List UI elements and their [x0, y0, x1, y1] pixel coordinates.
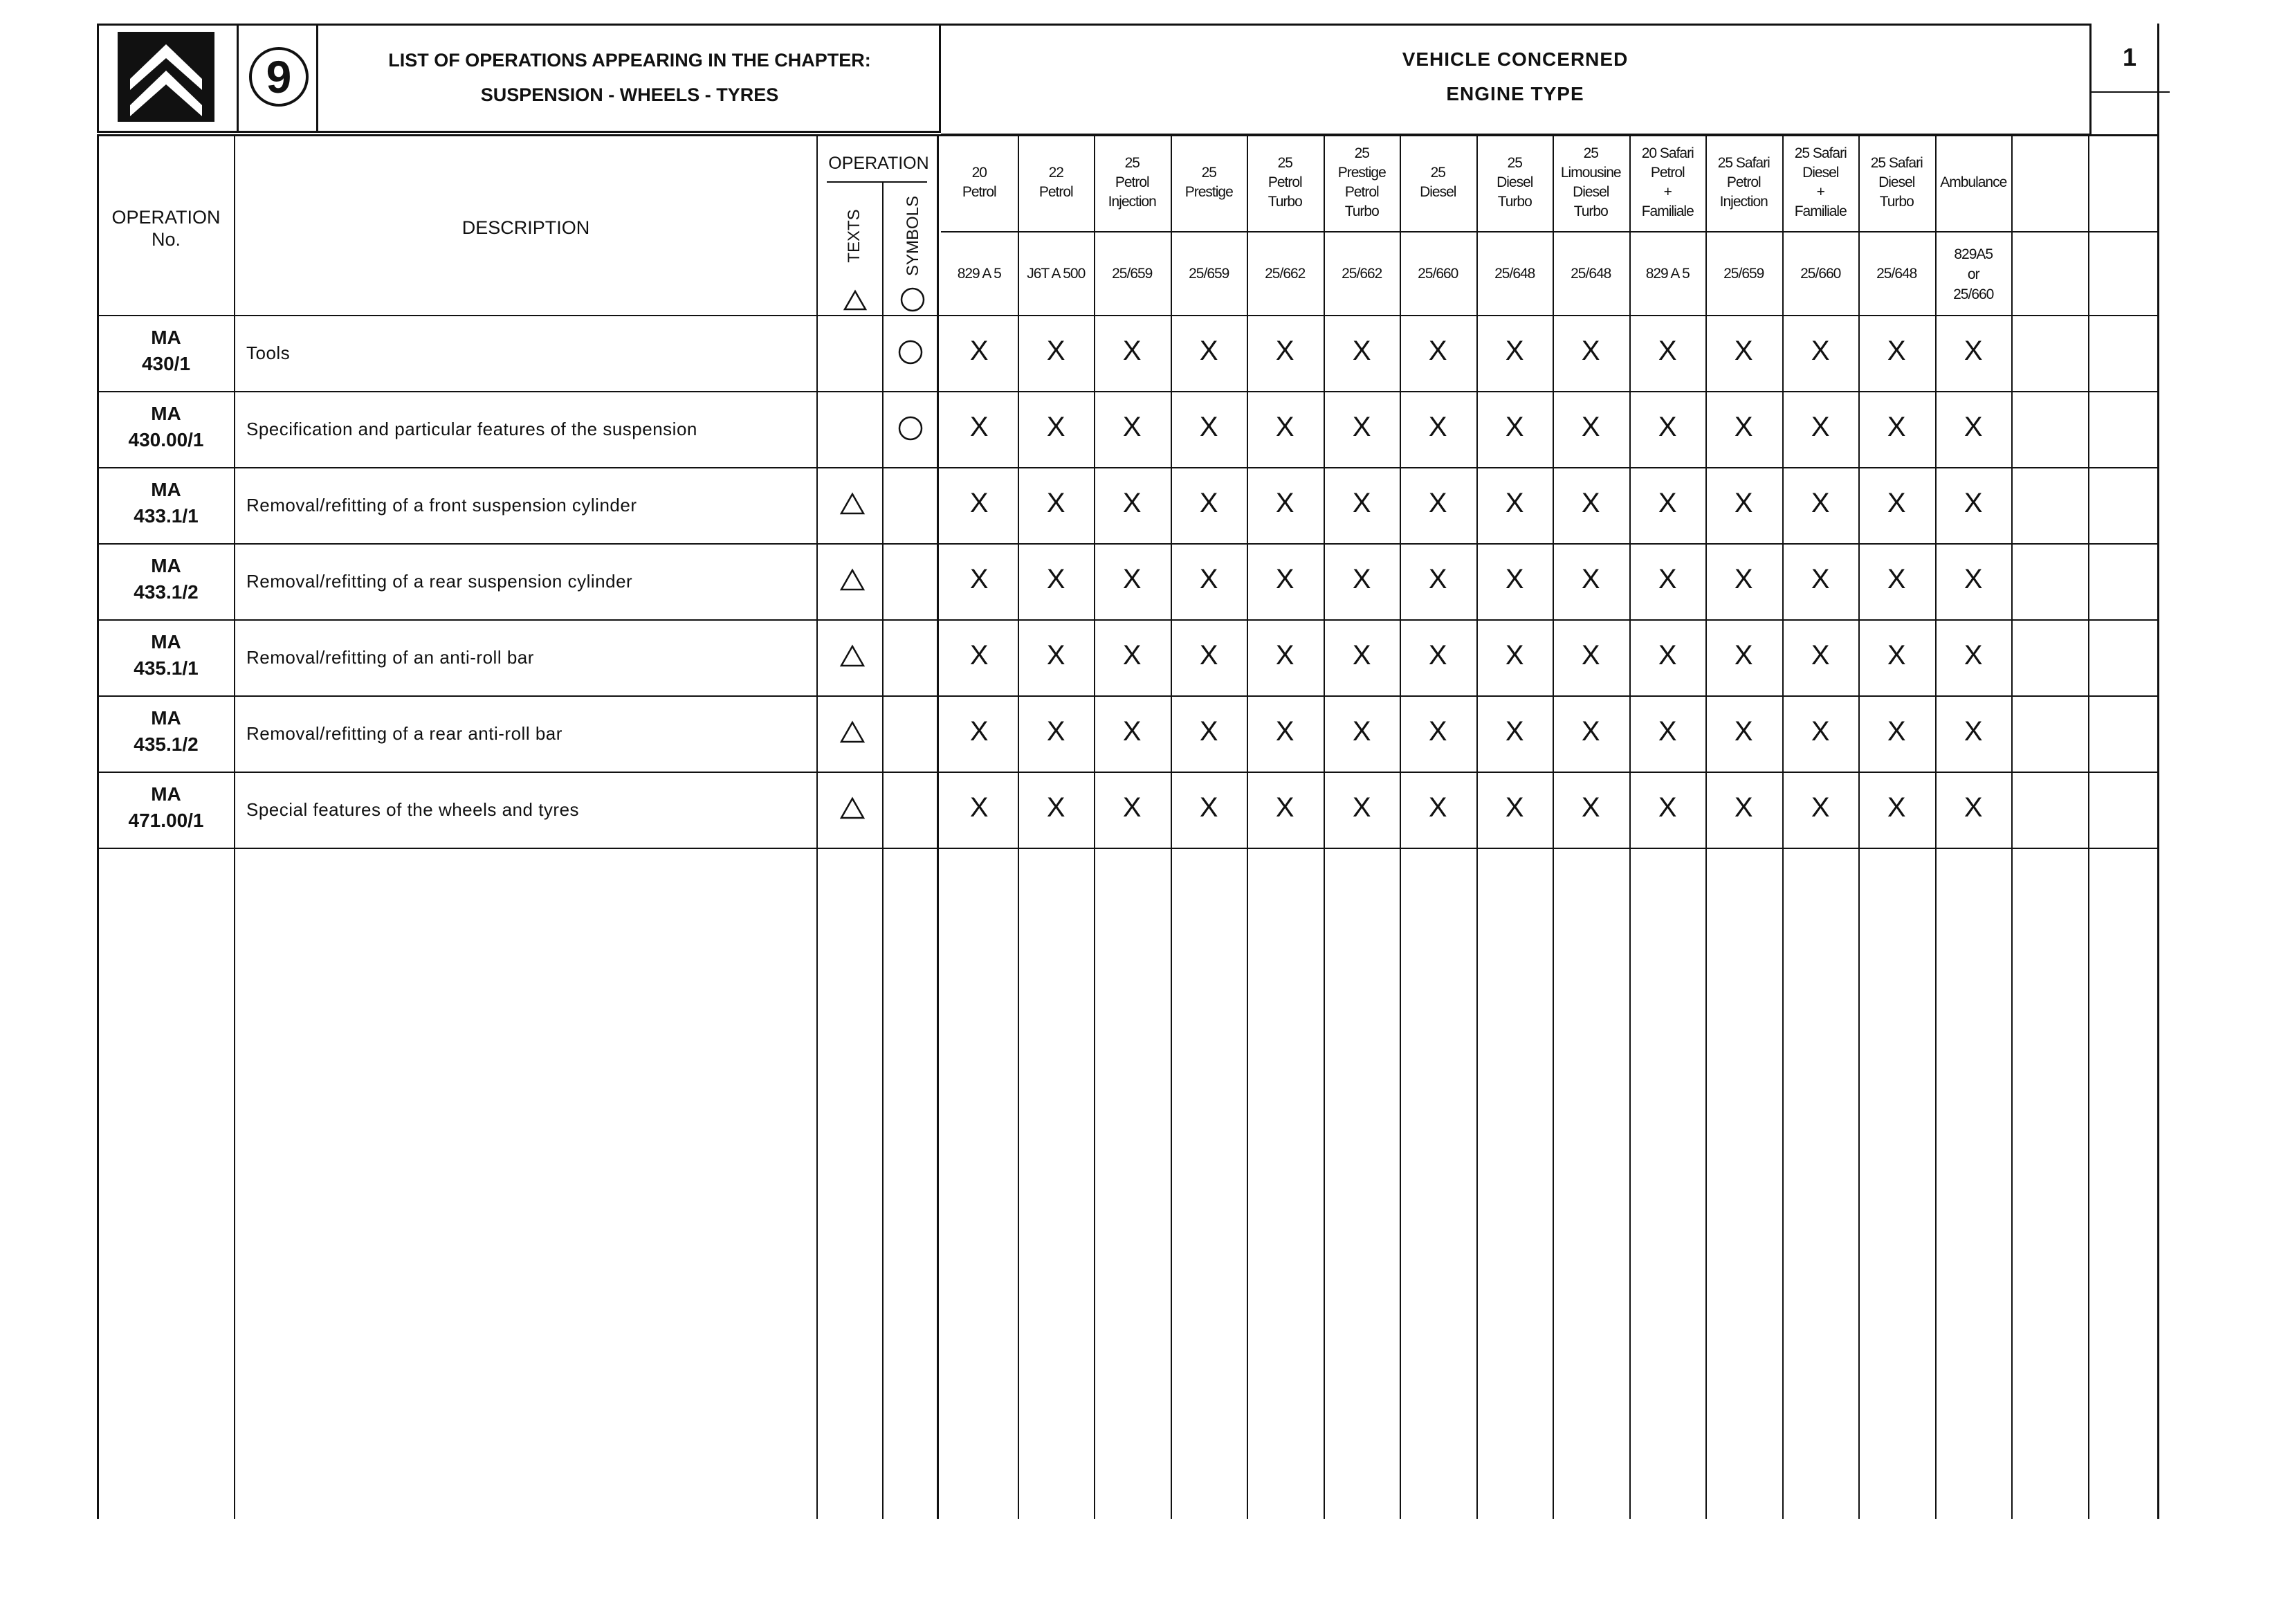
header-bottom-line — [97, 134, 2159, 136]
applicability-mark: X — [1811, 336, 1830, 366]
applicability-mark: X — [1199, 488, 1218, 518]
vehicle-box — [941, 24, 2092, 136]
applicability-mark: X — [1964, 792, 1983, 823]
applicability-mark: X — [1964, 412, 1983, 442]
applicability-mark: X — [1505, 564, 1524, 594]
applicability-mark: X — [1199, 564, 1218, 594]
operation-description: Specification and particular features of the suspension — [246, 419, 697, 439]
row-line — [97, 543, 2159, 545]
col-line-vehicles — [937, 134, 939, 1519]
applicability-mark: X — [1352, 792, 1371, 823]
applicability-mark: X — [1887, 412, 1906, 442]
engine-type: 25/659 — [1189, 266, 1229, 282]
engine-type: 25/648 — [1494, 266, 1535, 282]
page-number: 1 — [2122, 43, 2137, 71]
applicability-mark: X — [1122, 336, 1142, 366]
applicability-mark: X — [1658, 640, 1677, 670]
applicability-mark: X — [1811, 792, 1830, 823]
applicability-mark: X — [1734, 564, 1753, 594]
engine-type-title: ENGINE TYPE — [1446, 83, 1584, 104]
applicability-mark: X — [1199, 792, 1218, 823]
applicability-mark: X — [1811, 640, 1830, 670]
applicability-mark: X — [1122, 564, 1142, 594]
applicability-mark: X — [1505, 488, 1524, 518]
row-line — [97, 467, 2159, 468]
operation-description: Tools — [246, 343, 291, 363]
applicability-mark: X — [1428, 412, 1447, 442]
operation-no-header: OPERATION No. — [111, 207, 221, 250]
vehicle-name: 25 Diesel Turbo — [1497, 155, 1533, 210]
triangle-text-icon — [839, 795, 866, 823]
applicability-mark: X — [1199, 412, 1218, 442]
engine-type: 25/648 — [1571, 266, 1611, 282]
operation-description: Special features of the wheels and tyres — [246, 799, 580, 820]
row-line — [97, 391, 2159, 392]
applicability-mark: X — [1046, 716, 1065, 747]
symbols-circle-icon — [899, 286, 926, 313]
symbols-header — [889, 188, 937, 285]
applicability-mark: X — [1352, 716, 1371, 747]
applicability-mark: X — [1122, 792, 1142, 823]
chapter-number: 9 — [266, 51, 292, 102]
applicability-mark: X — [1581, 792, 1600, 823]
engine-type: 829A5 or 25/660 — [1953, 246, 1994, 302]
vehicle-name: 20 Petrol — [962, 165, 996, 200]
texts-header — [830, 188, 879, 285]
applicability-mark: X — [1352, 640, 1371, 670]
triangle-text-icon — [839, 491, 866, 518]
row-line — [97, 315, 2159, 316]
operation-code: MA 435.1/2 — [134, 707, 199, 755]
vehicle-name: Ambulance — [1940, 174, 2007, 190]
applicability-mark: X — [969, 488, 989, 518]
operation-code: MA 433.1/1 — [134, 479, 199, 527]
applicability-mark: X — [1734, 336, 1753, 366]
applicability-mark: X — [1658, 716, 1677, 747]
applicability-mark: X — [1046, 336, 1065, 366]
applicability-mark: X — [1734, 716, 1753, 747]
circle-symbol-icon — [897, 338, 924, 366]
applicability-mark: X — [1505, 716, 1524, 747]
operation-code: MA 435.1/1 — [134, 631, 199, 679]
applicability-mark: X — [1352, 564, 1371, 594]
applicability-mark: X — [1581, 336, 1600, 366]
engine-type: 829 A 5 — [1645, 266, 1690, 282]
logo-icon — [118, 32, 214, 122]
row-line — [97, 848, 2159, 849]
applicability-mark: X — [1122, 412, 1142, 442]
operation-description: Removal/refitting of a rear anti-roll bar — [246, 723, 562, 744]
applicability-mark: X — [1046, 488, 1065, 518]
applicability-mark: X — [1275, 716, 1294, 747]
vehicle-name: 25 Petrol Turbo — [1267, 155, 1302, 210]
applicability-mark: X — [1658, 336, 1677, 366]
applicability-mark: X — [969, 564, 989, 594]
texts-header-label: TEXTS — [845, 209, 863, 263]
applicability-mark: X — [1734, 792, 1753, 823]
applicability-mark: X — [1505, 792, 1524, 823]
applicability-mark: X — [1275, 488, 1294, 518]
symbols-header-label: SYMBOLS — [904, 195, 922, 277]
vehicle-name: 25 Petrol Injection — [1108, 155, 1156, 210]
description-header: DESCRIPTION — [461, 217, 590, 238]
applicability-mark: X — [1275, 412, 1294, 442]
applicability-mark: X — [1428, 336, 1447, 366]
texts-triangle-icon — [843, 289, 868, 311]
applicability-mark: X — [1811, 716, 1830, 747]
applicability-mark: X — [1811, 412, 1830, 442]
list-title-line2: SUSPENSION - WHEELS - TYRES — [480, 84, 779, 105]
applicability-mark: X — [1964, 336, 1983, 366]
applicability-mark: X — [1581, 412, 1600, 442]
operation-sub-line — [827, 181, 927, 183]
applicability-mark: X — [969, 792, 989, 823]
engine-type: 829 A 5 — [957, 266, 1001, 282]
vehicle-name: 22 Petrol — [1038, 165, 1073, 200]
applicability-mark: X — [1887, 716, 1906, 747]
operation-code: MA 430/1 — [141, 327, 191, 374]
circle-symbol-icon — [897, 414, 924, 442]
applicability-mark: X — [1046, 412, 1065, 442]
applicability-mark: X — [1887, 640, 1906, 670]
applicability-mark: X — [1428, 792, 1447, 823]
applicability-mark: X — [1428, 564, 1447, 594]
vehicle-name: 25 Safari Diesel + Familiale — [1794, 145, 1847, 219]
applicability-mark: X — [1811, 488, 1830, 518]
engine-type: 25/662 — [1265, 266, 1306, 282]
applicability-mark: X — [1581, 488, 1600, 518]
applicability-mark: X — [1122, 716, 1142, 747]
operation-description: Removal/refitting of a rear suspension cylinder — [246, 571, 633, 592]
applicability-mark: X — [969, 716, 989, 747]
engine-type: J6T A 500 — [1027, 266, 1086, 282]
applicability-mark: X — [1581, 564, 1600, 594]
applicability-mark: X — [1428, 640, 1447, 670]
operation-code: MA 430.00/1 — [128, 403, 204, 450]
applicability-mark: X — [1199, 716, 1218, 747]
applicability-mark: X — [1658, 488, 1677, 518]
row-line — [97, 619, 2159, 621]
engine-type: 25/662 — [1342, 266, 1382, 282]
applicability-mark: X — [1199, 640, 1218, 670]
applicability-mark: X — [1658, 564, 1677, 594]
applicability-mark: X — [1581, 640, 1600, 670]
applicability-mark: X — [1505, 640, 1524, 670]
vehicle-name: 25 Limousine Diesel Turbo — [1560, 145, 1621, 219]
applicability-mark: X — [969, 640, 989, 670]
operation-code: MA 433.1/2 — [134, 555, 199, 603]
engine-type: 25/659 — [1112, 266, 1153, 282]
applicability-mark: X — [1352, 412, 1371, 442]
operation-description: Removal/refitting of a front suspension cylinder — [246, 495, 637, 516]
applicability-mark: X — [1964, 488, 1983, 518]
applicability-mark: X — [1199, 336, 1218, 366]
applicability-mark: X — [1964, 716, 1983, 747]
vehicle-concerned-title: VEHICLE CONCERNED — [1402, 48, 1629, 70]
engine-type: 25/659 — [1723, 266, 1764, 282]
vehicle-name: 20 Safari Petrol + Familiale — [1641, 145, 1694, 219]
engine-type: 25/660 — [1800, 266, 1841, 282]
applicability-mark: X — [1734, 412, 1753, 442]
applicability-mark: X — [1811, 564, 1830, 594]
applicability-mark: X — [1122, 640, 1142, 670]
applicability-mark: X — [1046, 564, 1065, 594]
applicability-mark: X — [1964, 564, 1983, 594]
row-line — [97, 772, 2159, 773]
applicability-mark: X — [1352, 336, 1371, 366]
vehicle-name: 25 Prestige — [1184, 165, 1233, 200]
applicability-mark: X — [1275, 336, 1294, 366]
applicability-mark: X — [969, 412, 989, 442]
applicability-mark: X — [1887, 564, 1906, 594]
applicability-mark: X — [1505, 336, 1524, 366]
applicability-mark: X — [1352, 488, 1371, 518]
applicability-mark: X — [1275, 792, 1294, 823]
applicability-mark: X — [1658, 792, 1677, 823]
col-line-symbols — [882, 181, 884, 1519]
engine-type: 25/648 — [1876, 266, 1917, 282]
operation-group-header: OPERATION — [828, 154, 929, 173]
vehicle-name: 25 Safari Petrol Injection — [1717, 155, 1770, 210]
operation-description: Removal/refitting of an anti-roll bar — [246, 647, 534, 668]
operation-code: MA 471.00/1 — [128, 783, 204, 831]
applicability-mark: X — [1734, 488, 1753, 518]
applicability-mark: X — [1046, 640, 1065, 670]
vehicle-name: 25 Prestige Petrol Turbo — [1337, 145, 1386, 219]
vehicle-name: 25 Diesel — [1420, 165, 1456, 200]
applicability-mark: X — [1887, 488, 1906, 518]
triangle-text-icon — [839, 643, 866, 670]
applicability-mark: X — [1505, 412, 1524, 442]
vehicle-name-line — [941, 231, 2159, 232]
triangle-text-icon — [839, 719, 866, 747]
applicability-mark: X — [1734, 640, 1753, 670]
applicability-mark: X — [1887, 336, 1906, 366]
applicability-mark: X — [1428, 488, 1447, 518]
applicability-mark: X — [1275, 564, 1294, 594]
applicability-mark: X — [1046, 792, 1065, 823]
triangle-text-icon — [839, 567, 866, 594]
list-title-line1: LIST OF OPERATIONS APPEARING IN THE CHAPTER: — [388, 50, 871, 71]
applicability-mark: X — [969, 336, 989, 366]
applicability-mark: X — [1428, 716, 1447, 747]
col-line-texts — [816, 134, 818, 1519]
col-line-vehicle — [2088, 134, 2089, 1519]
applicability-mark: X — [1581, 716, 1600, 747]
title-box — [318, 24, 941, 133]
applicability-mark: X — [1658, 412, 1677, 442]
applicability-mark: X — [1122, 488, 1142, 518]
applicability-mark: X — [1887, 792, 1906, 823]
applicability-mark: X — [1275, 640, 1294, 670]
row-line — [97, 695, 2159, 697]
vehicle-name: 25 Safari Diesel Turbo — [1870, 155, 1923, 210]
engine-type: 25/660 — [1418, 266, 1458, 282]
applicability-mark: X — [1964, 640, 1983, 670]
